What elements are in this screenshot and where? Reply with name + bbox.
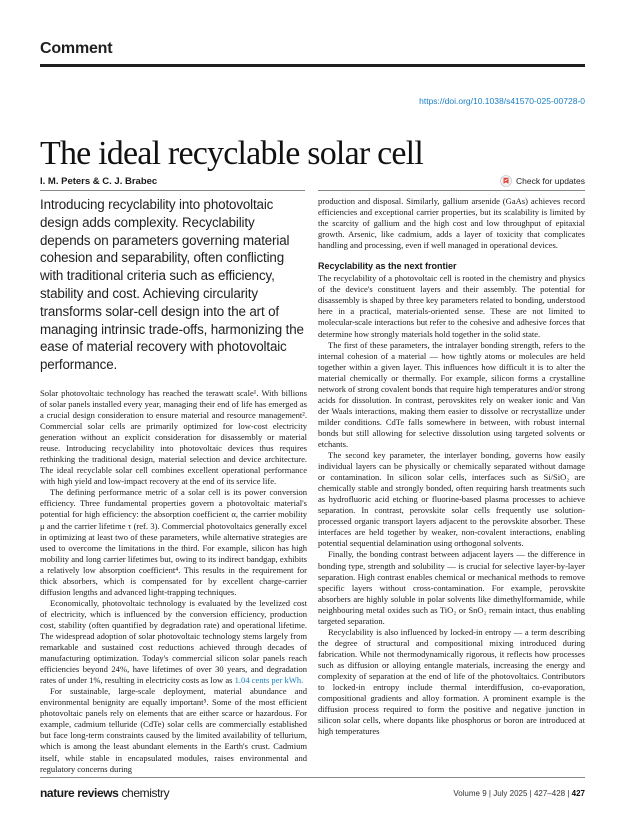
author-list: I. M. Peters & C. J. Brabec [40,176,158,187]
check-updates-button[interactable] [500,175,585,187]
page-number: 427 [571,789,585,798]
section-header [40,40,585,58]
volume-info: Volume 9 | July 2025 | 427–428 | [453,789,570,798]
right-column [318,196,585,737]
section-label: Comment [40,40,113,57]
standfirst: Introducing recyclability into photovoltaic design adds complexity. Recyclability depends on parameters governing material cohesion and separability, often conflicting with traditional criteria such as efficiency, stability and cost. Achieving circularity transforms solar-cell design into the art of managing intrinsic trade-offs, harmonizing the ease of material recovery with photovoltaic performance. [40,197,304,373]
right-column-rule [318,190,585,191]
body-paragraph: The defining performance metric of a solar cell is its power conversion efficiency. Three fundamental properties govern a photovoltaic material's potential for high efficiency: the absorption coefficient α, the carrier mobility μ and the carrier lifetime τ (ref. 3). Commercial photovoltaics generally excel in optimizing at least two of these parameters, while alternative strategies are used to overcome the limitations in the third. For example, silicon has high mobility and long carrier lifetimes but, owing to its indirect bandgap, exhibits a relatively low absorption coefficient⁴. This results in the requirement for thick absorbers, which is compensated for by excellent charge-carrier diffusion lengths and advanced light-trapping techniques. [40,487,307,597]
body-paragraph: Finally, the bonding contrast between adjacent layers — the difference in bonding type, strength and solubility — is crucial for selective layer-by-layer separation. High contrast enables chemical or mechanical methods to remove specific layers without cross-contamination. For example, perovskite absorbers are highly soluble in polar solvents like dimethylformamide, while neighbouring metal oxides such as TiO₂ or SnO₂ remain intact, thus enabling targeted separation. [318,549,585,626]
page-info [453,789,585,798]
body-paragraph: The first of these parameters, the intralayer bonding strength, refers to the internal cohesion of a material — how tightly atoms or molecules are held together within a given layer. This influences how difficult it is to alter the material chemically or thermally. For example, silicon forms a crystalline network of strong covalent bonds that require high temperatures and/or strong acids for dissolution. In contrast, perovskites rely on weaker ionic and Van der Waals interactions, making them easier to dissolve or recrystallize under milder conditions. CdTe falls somewhere in between, with robust internal bonds but still allowing for selective dissolution using targeted solvents or etchants. [318,339,585,449]
footer-rule [40,777,585,778]
journal-subject: chemistry [121,786,170,800]
header-rule [40,64,585,67]
check-updates-icon [500,175,512,187]
body-paragraph: The recyclability of a photovoltaic cell is rooted in the chemistry and physics of the device's constituent layers and their assembly. The potential for disassembly is shaped by three key parameters related to bonding, understood here in a practical, materials-oriented sense. These are not limited to molecular-scale interactions but refer to the cohesive and adhesive forces that determine how strongly materials hold together in the solid state. [318,273,585,339]
body-paragraph: For sustainable, large-scale deployment, material abundance and environmental benignity are equally important⁵. Some of the most efficient photovoltaic panels rely on elements that are either scarce or hazardous. For example, cadmium telluride (CdTe) solar cells are commercially established but face long-term constraints caused by the limited availability of tellurium, which is among the least abundant elements in the Earth's crust. Cadmium itself, while stable in encapsulated modules, raises environmental and regulatory concerns during [40,686,307,774]
check-updates-label: Check for updates [516,176,585,186]
body-paragraph: production and disposal. Similarly, gallium arsenide (GaAs) achieves record efficiencies and exceptional carrier properties, but its scalability is limited by the scarcity of gallium and the high cost and low throughput of epitaxial growth. Arsenic, like cadmium, adds a layer of toxicity that complicates handling and processing, even if well managed in operational devices. [318,196,585,251]
body-paragraph: Recyclability is also influenced by locked-in entropy — a term describing the degree of structural and compositional mixing introduced during fabrication. While not thermodynamically rigorous, it reflects how processes such as diffusion or alloying entangle materials, increasing the energy and complexity of separation at the end of life of the photovoltaics. Contributors to locked-in entropy include thermal interdiffusion, co-evaporation, compositional gradients and alloy formation. A prominent example is the diffusion process required to form the positive and negative junction in silicon solar cells, where dopants like phosphorus or boron are introduced at high temperatures [318,626,585,737]
body-text: Economically, photovoltaic technology is evaluated by the levelized cost of electricity, which is influenced by the conversion efficiency, production cost, stability (often quantified by degradation rate) and operational lifetime. The widespread adoption of solar photovoltaic technology stems largely from remarkable and sustained cost reductions achieved through decades of manufacturing optimization. Today's commercial silicon solar panels reach efficiencies beyond 24%, have lifetimes of over 30 years, and degradation rates of under 1%, resulting in electricity costs as low as [40,597,307,686]
left-column-rule [40,190,305,191]
doi-link[interactable]: https://doi.org/10.1038/s41570-025-00728-0 [419,96,585,106]
body-paragraph [40,598,307,686]
subsection-heading: Recyclability as the next frontier [318,261,457,272]
body-paragraph: The second key parameter, the interlayer bonding, governs how easily individual layers can be physically or chemically separated without damage or contamination. In silicon solar cells, interfaces such as Si/SiO₂ are chemically stable and strongly bonded, often requiring harsh treatments such as hydrofluoric acid etching or fluorine-based plasma processes to achieve separation. In contrast, perovskite solar cells frequently use solution-processed organic transport layers adjacent to the perovskite absorber. These interfaces are held together by weaker, non-covalent interactions, enabling potential sequential delamination using orthogonal solvents. [318,450,585,549]
cost-link[interactable]: 1.04 cents per kWh. [234,675,304,686]
journal-logo [40,786,169,800]
article-title: The ideal recyclable solar cell [40,134,423,172]
left-column [40,196,307,775]
body-paragraph: Solar photovoltaic technology has reached the terawatt scale¹. With billions of solar panels installed every year, managing their end of life has emerged as a crucial design consideration to ensure material and resource management². Commercial solar cells are primarily optimized for low-cost electricity generation without an explicit consideration for disassembly or material reuse. Introducing recyclability into photovoltaic devices thus requires rethinking the traditional design, material selection and device architecture. The ideal recyclable solar cell combines excellent operational performance with high yield and low-impact recovery at the end of its service life. [40,387,307,487]
journal-name: nature reviews [40,786,119,800]
